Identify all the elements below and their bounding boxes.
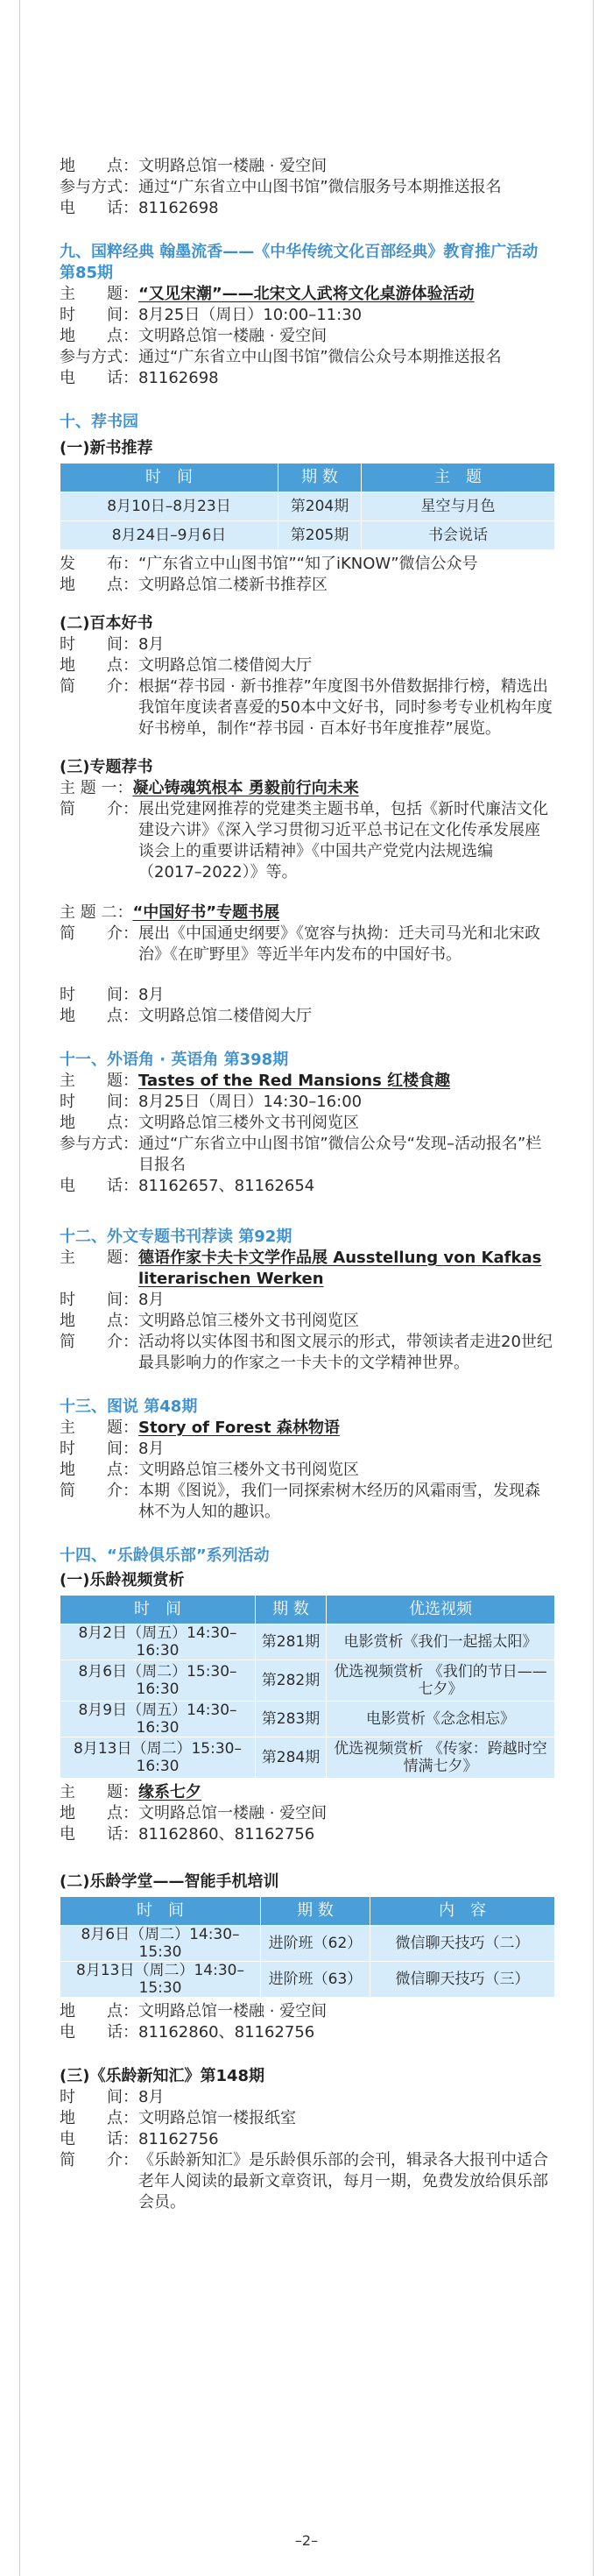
subsection-heading: (一)乐龄视频赏析 (60, 1571, 185, 1589)
info-row (60, 1134, 555, 1176)
phone-training-table (60, 1896, 555, 1998)
info-row (60, 1071, 555, 1092)
table-cell: 微信聊天技巧（二） (370, 1926, 555, 1962)
info-value: 81162860、81162756 (138, 1825, 315, 1844)
info-value: 8月 (138, 635, 165, 654)
info-row (60, 177, 555, 198)
info-row (60, 799, 555, 883)
info-value: 81162860、81162756 (138, 2023, 315, 2042)
info-row (60, 985, 555, 1006)
info-value: 81162698 (138, 199, 219, 217)
info-label: 电 话： (60, 369, 138, 387)
table-row (60, 1962, 555, 1998)
table-cell: 星空与月色 (362, 492, 555, 521)
info-label: 时 间： (60, 635, 138, 654)
column-header: 期 数 (278, 464, 362, 492)
info-value: 8月25日（周日）14:30–16:00 (138, 1093, 363, 1111)
content-column (60, 156, 555, 2213)
info-row (60, 1006, 555, 1027)
info-label: 简 介： (60, 1482, 138, 1500)
table-cell: 8月6日（周二）14:30–15:30 (60, 1926, 261, 1962)
subsection-heading: (三)专题荐书 (60, 758, 153, 776)
info-label: 时 间： (60, 1093, 138, 1111)
info-row (60, 924, 555, 966)
info-label: 地 点： (60, 157, 138, 175)
info-label: 时 间： (60, 1440, 138, 1458)
table-row (60, 1737, 555, 1779)
info-label: 地 点： (60, 2002, 138, 2020)
info-label: 主 题： (60, 285, 138, 303)
table-cell: 8月13日（周二）15:30–16:30 (60, 1737, 256, 1779)
info-label: 主 题： (60, 1249, 138, 1267)
info-row (60, 634, 555, 655)
video-schedule-table (60, 1595, 555, 1779)
info-row (60, 2087, 555, 2108)
info-value: 81162657、81162654 (138, 1177, 315, 1195)
theme-title: 缘系七夕 (138, 1783, 201, 1801)
info-row (60, 1176, 555, 1197)
table-cell: 第204期 (278, 492, 362, 521)
description-text: 根据“荐书园 · 新书推荐”年度图书外借数据排行榜，精选出我馆年度读者喜爱的50本中文好书，同时参考专业机构年度好书榜单，制作“荐书园 · 百本好书年度推荐”展览。 (138, 677, 553, 738)
table-cell: 书会说话 (362, 521, 555, 550)
info-label: 简 介： (60, 677, 138, 696)
info-row (60, 902, 555, 924)
info-value: 文明路总馆一楼融 · 爱空间 (138, 157, 328, 175)
theme-title: “中国好书”专题书展 (132, 903, 280, 922)
description-text: 活动将以实体图书和图文展示的形式，带领读者走进20世纪最具影响力的作家之一卡夫卡的文学精神世界。 (138, 1333, 553, 1372)
table-header-row (60, 1897, 555, 1926)
table-cell: 8月24日–9月6日 (60, 521, 278, 550)
theme-title: Tastes of the Red Mansions 红楼食趣 (138, 1072, 451, 1090)
info-value: 文明路总馆一楼融 · 爱空间 (138, 1804, 328, 1822)
info-row (60, 575, 555, 596)
table-cell: 电影赏析《念念相忘》 (327, 1702, 555, 1737)
info-row (60, 1782, 555, 1803)
theme-title: “又见宋潮”——北宋文人武将文化桌游体验活动 (138, 285, 475, 303)
spacer (60, 966, 555, 985)
info-row (60, 1113, 555, 1134)
table-cell: 第205期 (278, 521, 362, 550)
info-row (60, 156, 555, 177)
info-row (60, 2108, 555, 2129)
info-row (60, 198, 555, 219)
info-label: 发 布： (60, 555, 138, 573)
info-row (60, 554, 555, 575)
info-label: 简 介： (60, 800, 138, 818)
info-value: 文明路总馆二楼新书推荐区 (138, 576, 328, 594)
table-row (60, 492, 555, 521)
info-value: 文明路总馆一楼报纸室 (138, 2109, 296, 2127)
info-value: 通过“广东省立中山图书馆”微信公众号“发现–活动报名”栏目报名 (138, 1135, 542, 1174)
info-row (60, 1311, 555, 1332)
info-label: 时 间： (60, 986, 138, 1004)
info-label: 地 点： (60, 2109, 138, 2127)
section-10-heading: 十、荐书园 (60, 413, 138, 431)
info-value: 文明路总馆二楼借阅大厅 (138, 1007, 312, 1025)
info-label: 电 话： (60, 2023, 138, 2042)
table-cell: 第282期 (256, 1660, 327, 1702)
info-label: 时 间： (60, 2088, 138, 2106)
info-row (60, 347, 555, 368)
theme-title: 德语作家卡夫卡文学作品展 Ausstellung von Kafkas literarischen Werken (138, 1249, 542, 1288)
info-label: 时 间： (60, 1291, 138, 1309)
info-value: 文明路总馆二楼借阅大厅 (138, 656, 312, 675)
table-cell: 微信聊天技巧（三） (370, 1962, 555, 1998)
table-cell: 第281期 (256, 1624, 327, 1660)
info-row (60, 368, 555, 389)
info-value: 通过“广东省立中山图书馆”微信公众号本期推送报名 (138, 348, 502, 366)
column-header: 时 间 (60, 464, 278, 492)
column-header: 主 题 (362, 464, 555, 492)
section-11-heading: 十一、外语角 · 英语角 第398期 (60, 1051, 289, 1069)
table-row (60, 1624, 555, 1660)
info-label: 参与方式： (60, 348, 138, 366)
section-12-heading: 十二、外文专题书刊荐读 第92期 (60, 1228, 292, 1246)
info-value: “广东省立中山图书馆”“知了iKNOW”微信公众号 (138, 555, 478, 573)
info-value: 81162756 (138, 2130, 219, 2148)
info-label: 地 点： (60, 576, 138, 594)
info-value: 通过“广东省立中山图书馆”微信服务号本期推送报名 (138, 178, 502, 196)
info-row (60, 1248, 555, 1290)
table-header-row (60, 464, 555, 492)
info-row (60, 2001, 555, 2022)
description-text: 展出《中国通史纲要》《宽容与执拗：迁夫司马光和北宋政治》《在旷野里》等近半年内发布的中国好书。 (138, 924, 540, 964)
info-value: 文明路总馆一楼融 · 爱空间 (138, 2002, 328, 2020)
info-label: 简 介： (60, 2151, 138, 2169)
info-row (60, 305, 555, 326)
info-value: 文明路总馆一楼融 · 爱空间 (138, 327, 328, 345)
info-label: 地 点： (60, 327, 138, 345)
column-header: 期 数 (256, 1596, 327, 1624)
info-row (60, 2150, 555, 2213)
info-label: 主 题： (60, 1783, 138, 1801)
info-value: 8月 (138, 986, 165, 1004)
section-14-heading: 十四、“乐龄俱乐部”系列活动 (60, 1546, 270, 1565)
info-label: 主 题 二： (60, 903, 133, 922)
info-label: 地 点： (60, 1007, 138, 1025)
info-row (60, 655, 555, 676)
info-value: 8月 (138, 1291, 165, 1309)
info-label: 参与方式： (60, 1135, 138, 1153)
info-row (60, 1460, 555, 1481)
info-label: 电 话： (60, 1177, 138, 1195)
table-cell: 8月2日（周五）14:30–16:30 (60, 1624, 256, 1660)
table-cell: 优选视频赏析 《传家：跨越时空 情满七夕》 (327, 1737, 555, 1779)
info-label: 电 话： (60, 2130, 138, 2148)
table-cell: 8月10日–8月23日 (60, 492, 278, 521)
info-label: 参与方式： (60, 178, 138, 196)
info-label: 主 题： (60, 1072, 138, 1090)
info-label: 地 点： (60, 1312, 138, 1330)
info-row (60, 1418, 555, 1439)
info-row (60, 1332, 555, 1374)
info-row (60, 2129, 555, 2150)
info-row (60, 326, 555, 347)
table-cell: 第284期 (256, 1737, 327, 1779)
info-row (60, 1092, 555, 1113)
table-cell: 优选视频赏析 《我们的节日——七夕》 (327, 1660, 555, 1702)
table-row (60, 1660, 555, 1702)
info-row (60, 1290, 555, 1311)
info-value: 文明路总馆三楼外文书刊阅览区 (138, 1461, 359, 1479)
table-cell: 8月13日（周二）14:30–15:30 (60, 1962, 261, 1998)
info-label: 主 题： (60, 1419, 138, 1437)
column-header: 时 间 (60, 1596, 256, 1624)
table-header-row (60, 1596, 555, 1624)
column-header: 内 容 (370, 1897, 555, 1926)
subsection-heading: (二)乐龄学堂——智能手机培训 (60, 1872, 279, 1891)
description-text: 本期《图说》，我们一同探索树木经历的风霜雨雪，发现森林不为人知的趣识。 (138, 1482, 540, 1521)
table-row (60, 1926, 555, 1962)
info-row (60, 284, 555, 305)
section-13-heading: 十三、图说 第48期 (60, 1398, 198, 1416)
info-label: 地 点： (60, 1804, 138, 1822)
table-cell: 电影赏析《我们一起摇太阳》 (327, 1624, 555, 1660)
table-row (60, 521, 555, 550)
spacer (60, 883, 555, 902)
subsection-heading: (二)百本好书 (60, 614, 153, 633)
subsection-heading: (三)《乐龄新知汇》第148期 (60, 2067, 265, 2085)
description-text: 展出党建网推荐的党建类主题书单，包括《新时代廉洁文化建设六讲》《深入学习贯彻习近平总书记在文化传承发展座谈会上的重要讲话精神》《中国共产党党内法规选编（2017–2022）》等。 (138, 800, 548, 881)
info-label: 主 题 一： (60, 779, 133, 797)
info-row (60, 1439, 555, 1460)
info-label: 地 点： (60, 1461, 138, 1479)
info-label: 电 话： (60, 1825, 138, 1844)
info-row (60, 778, 555, 799)
table-cell: 进阶班（63） (261, 1962, 370, 1998)
info-row (60, 1824, 555, 1845)
column-header: 优选视频 (327, 1596, 555, 1624)
table-cell: 第283期 (256, 1702, 327, 1737)
info-value: 文明路总馆三楼外文书刊阅览区 (138, 1312, 359, 1330)
section-9-heading: 九、国粹经典 翰墨流香——《中华传统文化百部经典》教育推广活动 第85期 (60, 243, 539, 282)
theme-title: 凝心铸魂筑根本 勇毅前行向未来 (132, 779, 359, 797)
page-number: –2– (294, 2532, 319, 2549)
info-row (60, 1481, 555, 1523)
table-cell: 8月9日（周五）14:30–16:30 (60, 1702, 256, 1737)
info-label: 地 点： (60, 656, 138, 675)
info-value: 81162698 (138, 369, 219, 387)
description-text: 《乐龄新知汇》是乐龄俱乐部的会刊，辑录各大报刊中适合老年人阅读的最新文章资讯，每月一期，免费发放给俱乐部会员。 (138, 2151, 548, 2212)
theme-title: Story of Forest 森林物语 (138, 1419, 340, 1437)
info-value: 8月 (138, 1440, 165, 1458)
info-row (60, 1803, 555, 1824)
info-value: 8月 (138, 2088, 165, 2106)
info-label: 电 话： (60, 199, 138, 217)
table-row (60, 1702, 555, 1737)
table-cell: 8月6日（周二）15:30–16:30 (60, 1660, 256, 1702)
info-row (60, 676, 555, 740)
info-label: 简 介： (60, 924, 138, 943)
info-value: 8月25日（周日）10:00–11:30 (138, 306, 363, 324)
table-cell: 进阶班（62） (261, 1926, 370, 1962)
new-books-table (60, 463, 555, 550)
column-header: 时 间 (60, 1897, 261, 1926)
info-label: 简 介： (60, 1333, 138, 1351)
column-header: 期 数 (261, 1897, 370, 1926)
info-row (60, 2022, 555, 2043)
info-value: 文明路总馆三楼外文书刊阅览区 (138, 1114, 359, 1132)
info-label: 地 点： (60, 1114, 138, 1132)
subsection-heading: (一)新书推荐 (60, 439, 153, 457)
info-label: 时 间： (60, 306, 138, 324)
